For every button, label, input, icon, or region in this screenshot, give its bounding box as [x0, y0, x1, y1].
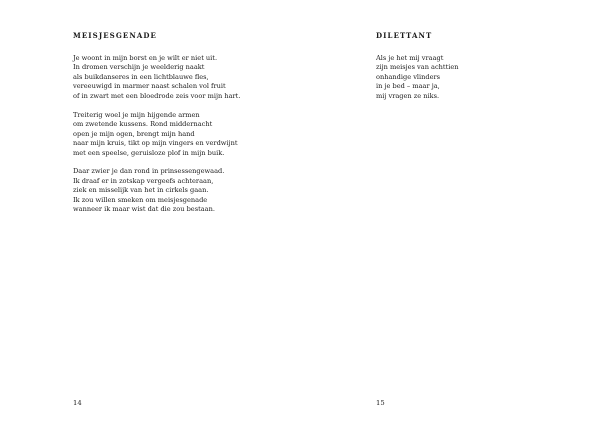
right-page: [300, 0, 600, 432]
stanza: [73, 111, 293, 158]
poem-title: DILETTANT: [376, 31, 433, 40]
poem-line: naar mijn kruis, tikt op mijn vingers en verdwijnt: [73, 139, 238, 148]
poem-line: wanneer ik maar wist dat die zou bestaan.: [73, 205, 215, 214]
poem-line: om zwetende kussens. Rond middernacht: [73, 120, 213, 129]
poem-line: open je mijn ogen, brengt mijn hand: [73, 129, 195, 138]
poem-line: Ik zou willen smeken om meisjesgenade: [73, 195, 208, 204]
poem-body: [73, 54, 293, 224]
stanza: [73, 54, 293, 101]
poem-line: In dromen verschijn je weelderig naakt: [73, 63, 205, 72]
stanza: [73, 167, 293, 214]
poem-line: met een speelse, geruisloze plof in mijn buik.: [73, 148, 225, 157]
poem-line: Je woont in mijn borst en je wilt er niet uit.: [73, 54, 218, 62]
poem-line: onhandige vlinders: [376, 72, 441, 81]
poem-line: Treiterig woel je mijn hijgende armen: [73, 110, 200, 119]
poem-body: [376, 54, 576, 111]
poem-line: als buikdanseres in een lichtblauwe fles,: [73, 72, 209, 81]
poem-line: of in zwart met een bloedrode zeis voor mijn hart.: [73, 91, 241, 100]
poem-line: Als je het mij vraagt: [376, 54, 444, 62]
poem-line: Ik draaf er in zotskap vergeefs achteraan,: [73, 176, 214, 185]
page-number: 15: [376, 399, 385, 407]
poem-line: mij vragen ze niks.: [376, 91, 440, 100]
poem-line: zijn meisjes van achttien: [376, 63, 459, 72]
poem-line: ziek en misselijk van het in cirkels gaan.: [73, 186, 209, 195]
poem-line: in je bed – maar ja,: [376, 82, 440, 91]
stanza: [376, 54, 576, 101]
poem-line: vereeuwigd in marmer naast schalen vol fruit: [73, 82, 226, 91]
poem-title: MEISJESGENADE: [73, 31, 157, 40]
poem-line: Daar zwier je dan rond in prinsessengewaad.: [73, 167, 225, 176]
page-number: 14: [73, 399, 82, 407]
